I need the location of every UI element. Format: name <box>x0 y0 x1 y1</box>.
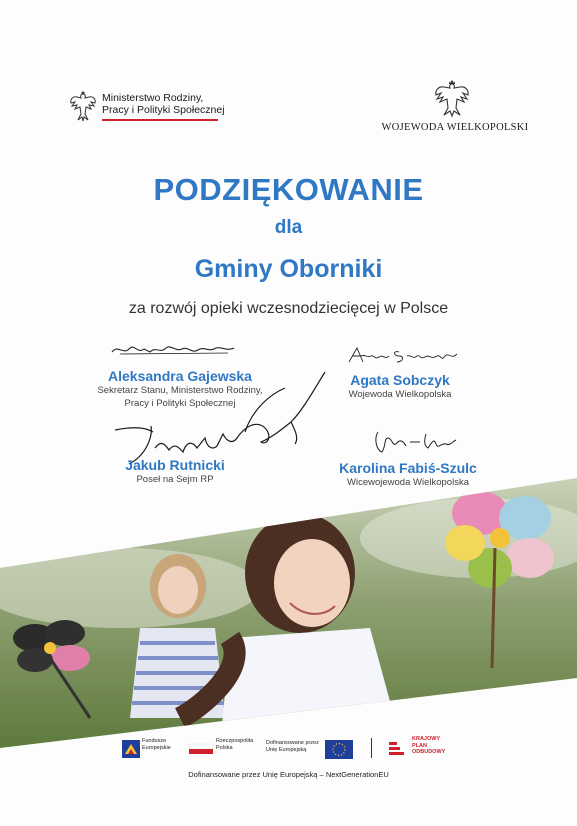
logo-text-line: KRAJOWY <box>412 736 441 742</box>
signature-fabis-scribble <box>370 428 460 456</box>
signatory-gajewska <box>80 368 280 410</box>
recipient-name: Gminy Oborniki <box>194 255 383 283</box>
rzeczpospolita-text <box>216 738 253 751</box>
logo-text-line: Dofinansowane przez <box>266 740 319 746</box>
logo-text-line: Europejskie <box>142 744 171 751</box>
certificate-title: PODZIĘKOWANIE <box>153 172 424 207</box>
logo-text-line: PLAN <box>412 742 427 749</box>
signatory-name: Jakub Rutnicki <box>125 457 225 473</box>
signatory-name: Karolina Fabiś-Szulc <box>339 460 477 476</box>
signatory-role: Sekretarz Stanu, Ministerstwo Rodziny, <box>97 385 263 396</box>
signatory-name: Aleksandra Gajewska <box>108 368 252 384</box>
eagle-emblem-icon <box>432 78 472 118</box>
ministry-red-rule <box>102 119 218 121</box>
wojewoda-logo <box>380 78 530 138</box>
kpo-logo-icon <box>386 736 408 762</box>
signatory-role: Poseł na Sejm RP <box>136 474 214 485</box>
signatory-sobczyk <box>320 372 480 401</box>
logo-text-line: ODBUDOWY <box>412 749 446 755</box>
ministry-line-2: Pracy i Polityki Społecznej <box>102 104 225 116</box>
signatory-role: Wicewojewoda Wielkopolska <box>347 477 469 488</box>
wojewoda-title: WOJEWODA WIELKOPOLSKI <box>381 122 529 133</box>
fundusze-europejskie-text <box>142 738 171 751</box>
certificate-subtitle: za rozwój opieki wczesnodziecięcej w Polsce <box>128 300 449 317</box>
logo-text-line: Fundusze <box>142 738 167 744</box>
funding-logos <box>0 728 577 788</box>
children-photo <box>0 478 577 748</box>
logo-text-line: Unię Europejską <box>266 746 307 753</box>
ministry-line-1: Ministerstwo Rodziny, <box>102 92 204 104</box>
signature-sobczyk-scribble <box>345 344 465 366</box>
logo-text-line: Polska <box>216 744 233 751</box>
funding-caption: Dofinansowane przez Unię Europejską – NextGenerationEU <box>188 770 389 779</box>
eu-flag-icon <box>324 736 354 762</box>
rzeczpospolita-flag-icon <box>188 736 214 762</box>
fundusze-europejskie-logo-icon <box>120 736 142 762</box>
signatory-name: Agata Sobczyk <box>350 372 450 388</box>
eu-text <box>266 740 319 753</box>
signatory-role: Wojewoda Wielkopolska <box>348 389 452 400</box>
logo-text-line: Rzeczpospolita <box>216 738 254 744</box>
signatory-role: Pracy i Polityki Społecznej <box>124 398 236 409</box>
signature-gajewska-scribble <box>110 340 240 360</box>
ministry-logo <box>68 88 238 128</box>
eagle-emblem-icon <box>68 90 98 124</box>
ministry-name <box>102 92 225 116</box>
footer-divider <box>371 738 372 758</box>
dla-label: dla <box>274 217 303 238</box>
kpo-text <box>412 736 445 756</box>
